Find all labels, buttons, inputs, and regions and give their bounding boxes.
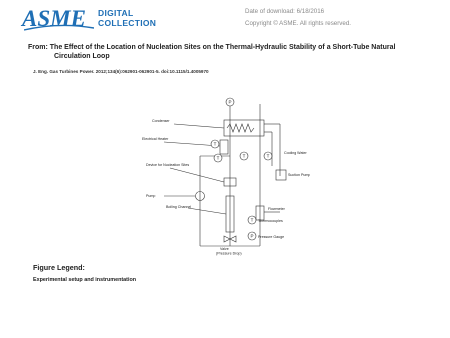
electrical-heater-box — [220, 140, 228, 154]
condenser-coil — [227, 124, 254, 132]
label-boiling-channel: Boiling Channel — [166, 205, 192, 209]
label-condenser: Condenser — [152, 119, 170, 123]
symbol-p: P — [250, 233, 254, 239]
symbol-t: T — [213, 141, 217, 147]
logo-swoosh-icon — [24, 24, 94, 32]
symbol-t: T — [250, 217, 254, 223]
suction-pump-box — [276, 170, 286, 180]
label-flowmeter: Flowmeter — [268, 207, 285, 211]
article-title-line2: Circulation Loop — [54, 53, 110, 60]
symbol-t: T — [266, 153, 270, 159]
article-citation: J. Eng. Gas Turbines Power. 2012;134(6):062901-062901-5. doi:10.1115/1.4005970 — [33, 69, 209, 74]
logo-sub-line2: COLLECTION — [98, 18, 157, 28]
experimental-setup-figure — [140, 96, 310, 256]
logo-subtitle — [98, 8, 156, 28]
label-electrical-heater: Electrical Heater — [142, 137, 169, 141]
figure-legend-text: Experimental setup and instrumentation — [33, 277, 137, 283]
label-pressure-gauge: Pressure Gauge — [258, 235, 285, 239]
label-pump: Pump — [146, 194, 156, 198]
figure-legend-heading: Figure Legend: — [33, 263, 85, 272]
logo-text: ASME — [22, 6, 86, 31]
label-device-nucleation: Device for Nucleation Sites — [146, 163, 190, 167]
copyright-notice: Copyright © ASME. All rights reserved. — [245, 20, 352, 27]
article-title-line1: From: The Effect of the Location of Nucleation Sites on the Thermal-Hydraulic Stability of a Short-Tube Natural — [28, 44, 396, 51]
label-suction-pump: Suction Pump — [288, 173, 310, 177]
label-valve-sub: (Pressure Drop) — [216, 251, 242, 256]
asme-logo[interactable] — [22, 4, 162, 34]
symbol-t: T — [242, 153, 246, 159]
logo-sub-line1: DIGITAL — [98, 8, 134, 18]
download-date: Date of download: 6/18/2016 — [245, 8, 325, 15]
symbol-p: P — [228, 99, 232, 105]
article-title — [28, 43, 428, 61]
symbol-t: T — [216, 155, 220, 161]
label-valve: Valve — [220, 247, 229, 251]
label-cooling-water: Cooling Water — [284, 151, 307, 155]
label-thermocouples: Thermocouples — [258, 219, 283, 223]
